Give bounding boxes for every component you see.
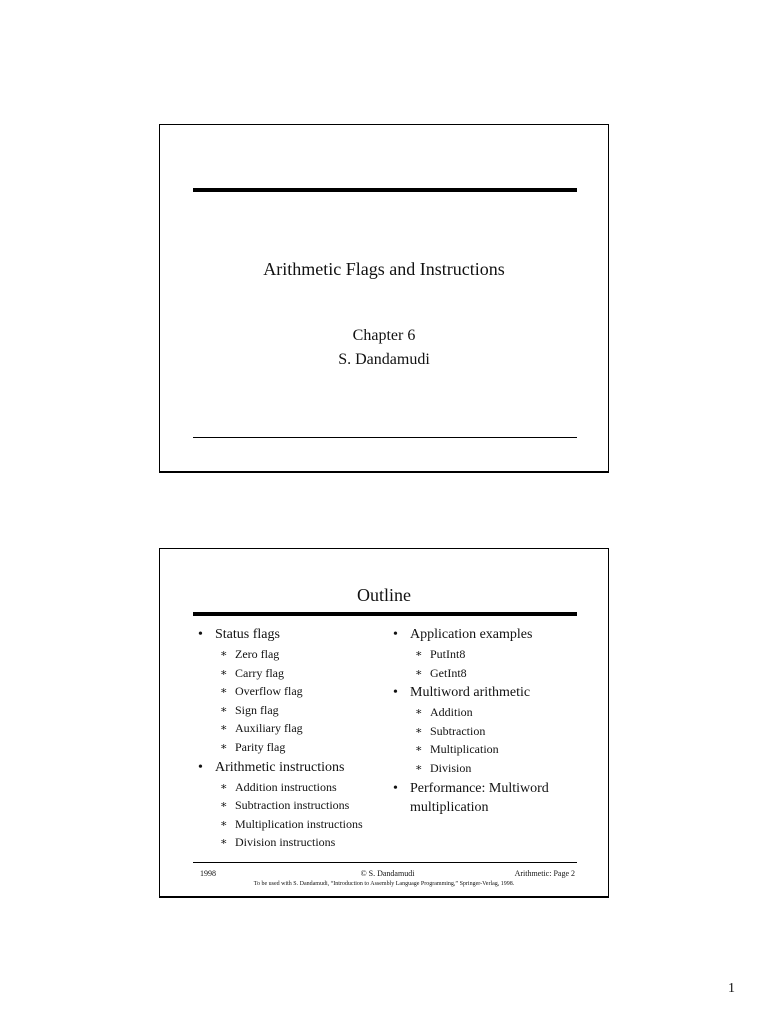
footer-note: To be used with S. Dandamudi, “Introduction to Assembly Language Programming,” Springer-Verlag, 1998. xyxy=(253,881,515,887)
page-number: 1 xyxy=(728,981,735,996)
outline-subitem xyxy=(410,645,583,664)
footer-year: 1998 xyxy=(200,869,216,878)
sub-bullet-icon: ∗ xyxy=(415,666,423,679)
outline-subitem xyxy=(215,719,388,738)
outline-subitem xyxy=(410,664,583,683)
sub-bullet-icon: ∗ xyxy=(220,648,228,660)
outline-sublist xyxy=(215,778,388,852)
outline-item xyxy=(198,625,388,757)
outline-item xyxy=(393,683,583,777)
bullet-icon: • xyxy=(198,759,203,775)
sub-bullet-icon: ∗ xyxy=(220,799,228,812)
outline-item-label: Status flags xyxy=(215,627,280,642)
outline-subitem xyxy=(215,833,388,852)
sub-bullet-icon: ∗ xyxy=(220,666,228,679)
sub-bullet-icon: ∗ xyxy=(220,703,228,716)
author-name: S. Dandamudi xyxy=(338,351,430,368)
outline-subitem-label: Subtraction instructions xyxy=(235,798,350,813)
chapter-label: Chapter 6 xyxy=(352,327,416,344)
slide-title: Arithmetic Flags and Instructions xyxy=(263,259,505,279)
outline-subitem-label: GetInt8 xyxy=(430,665,467,680)
outline-subitem-label: Multiplication instructions xyxy=(235,816,363,831)
outline-subitem-label: Multiplication xyxy=(430,742,499,757)
sub-bullet-icon: ∗ xyxy=(220,722,228,735)
outline-list-left xyxy=(198,625,388,852)
outline-subitem-label: Zero flag xyxy=(235,647,280,661)
outline-left-column xyxy=(198,625,388,853)
slide-footer xyxy=(200,869,575,879)
bullet-icon: • xyxy=(198,627,203,642)
sub-bullet-icon: ∗ xyxy=(220,685,228,698)
footer-copyright: © S. Dandamudi xyxy=(360,869,415,878)
outline-subitem-label: Addition instructions xyxy=(235,779,337,794)
outline-subitem xyxy=(410,759,583,778)
sub-bullet-icon: ∗ xyxy=(415,761,423,774)
outline-subitem xyxy=(215,701,388,720)
sub-bullet-icon: ∗ xyxy=(220,836,228,849)
outline-item-label: Arithmetic instructions xyxy=(215,759,345,775)
sub-bullet-icon: ∗ xyxy=(220,780,228,793)
top-rule xyxy=(193,612,577,616)
outline-item-label: Performance: Multiword multiplication xyxy=(410,780,549,815)
footer-rule xyxy=(193,862,577,863)
outline-list-right xyxy=(393,625,583,817)
outline-subitem xyxy=(215,815,388,834)
outline-subitem xyxy=(215,796,388,815)
outline-subitem-label: Overflow flag xyxy=(235,684,303,699)
sub-bullet-icon: ∗ xyxy=(220,817,228,830)
top-rule xyxy=(193,188,577,192)
outline-subitem xyxy=(215,738,388,757)
outline-subitem-label: Division instructions xyxy=(235,835,336,850)
footer-page-label: Arithmetic: Page 2 xyxy=(514,869,575,878)
outline-item xyxy=(393,779,583,817)
outline-subitem-label: PutInt8 xyxy=(430,647,466,661)
outline-subitem xyxy=(410,722,583,741)
outline-title: Outline xyxy=(357,585,411,605)
sub-bullet-icon: ∗ xyxy=(415,706,423,719)
outline-subitem-label: Parity flag xyxy=(235,739,286,754)
outline-subitem xyxy=(410,740,583,759)
outline-subitem-label: Carry flag xyxy=(235,665,284,680)
sub-bullet-icon: ∗ xyxy=(415,724,423,737)
outline-sublist xyxy=(215,645,388,757)
outline-item xyxy=(393,625,583,682)
sub-bullet-icon: ∗ xyxy=(220,740,228,753)
outline-subitem-label: Sign flag xyxy=(235,702,279,717)
sub-bullet-icon: ∗ xyxy=(415,743,423,756)
outline-item-label: Application examples xyxy=(410,627,533,642)
outline-item xyxy=(198,758,388,852)
outline-subitem-label: Subtraction xyxy=(430,723,486,738)
sub-bullet-icon: ∗ xyxy=(415,648,423,660)
outline-subitem-label: Division xyxy=(430,760,472,775)
outline-subitem xyxy=(215,645,388,664)
outline-subitem xyxy=(215,682,388,701)
outline-subitem xyxy=(410,703,583,722)
bottom-rule xyxy=(193,437,577,438)
outline-item-label: Multiword arithmetic xyxy=(410,685,531,701)
bullet-icon: • xyxy=(393,685,398,701)
outline-subitem-label: Addition xyxy=(430,705,473,720)
outline-subitem xyxy=(215,664,388,683)
title-slide xyxy=(159,124,609,473)
outline-subitem-label: Auxiliary flag xyxy=(235,721,303,736)
outline-right-column xyxy=(393,625,583,817)
bullet-icon: • xyxy=(393,780,398,796)
outline-slide xyxy=(159,548,609,898)
outline-subitem xyxy=(215,778,388,797)
outline-sublist xyxy=(410,703,583,777)
outline-sublist xyxy=(410,645,583,682)
bullet-icon: • xyxy=(393,627,398,642)
